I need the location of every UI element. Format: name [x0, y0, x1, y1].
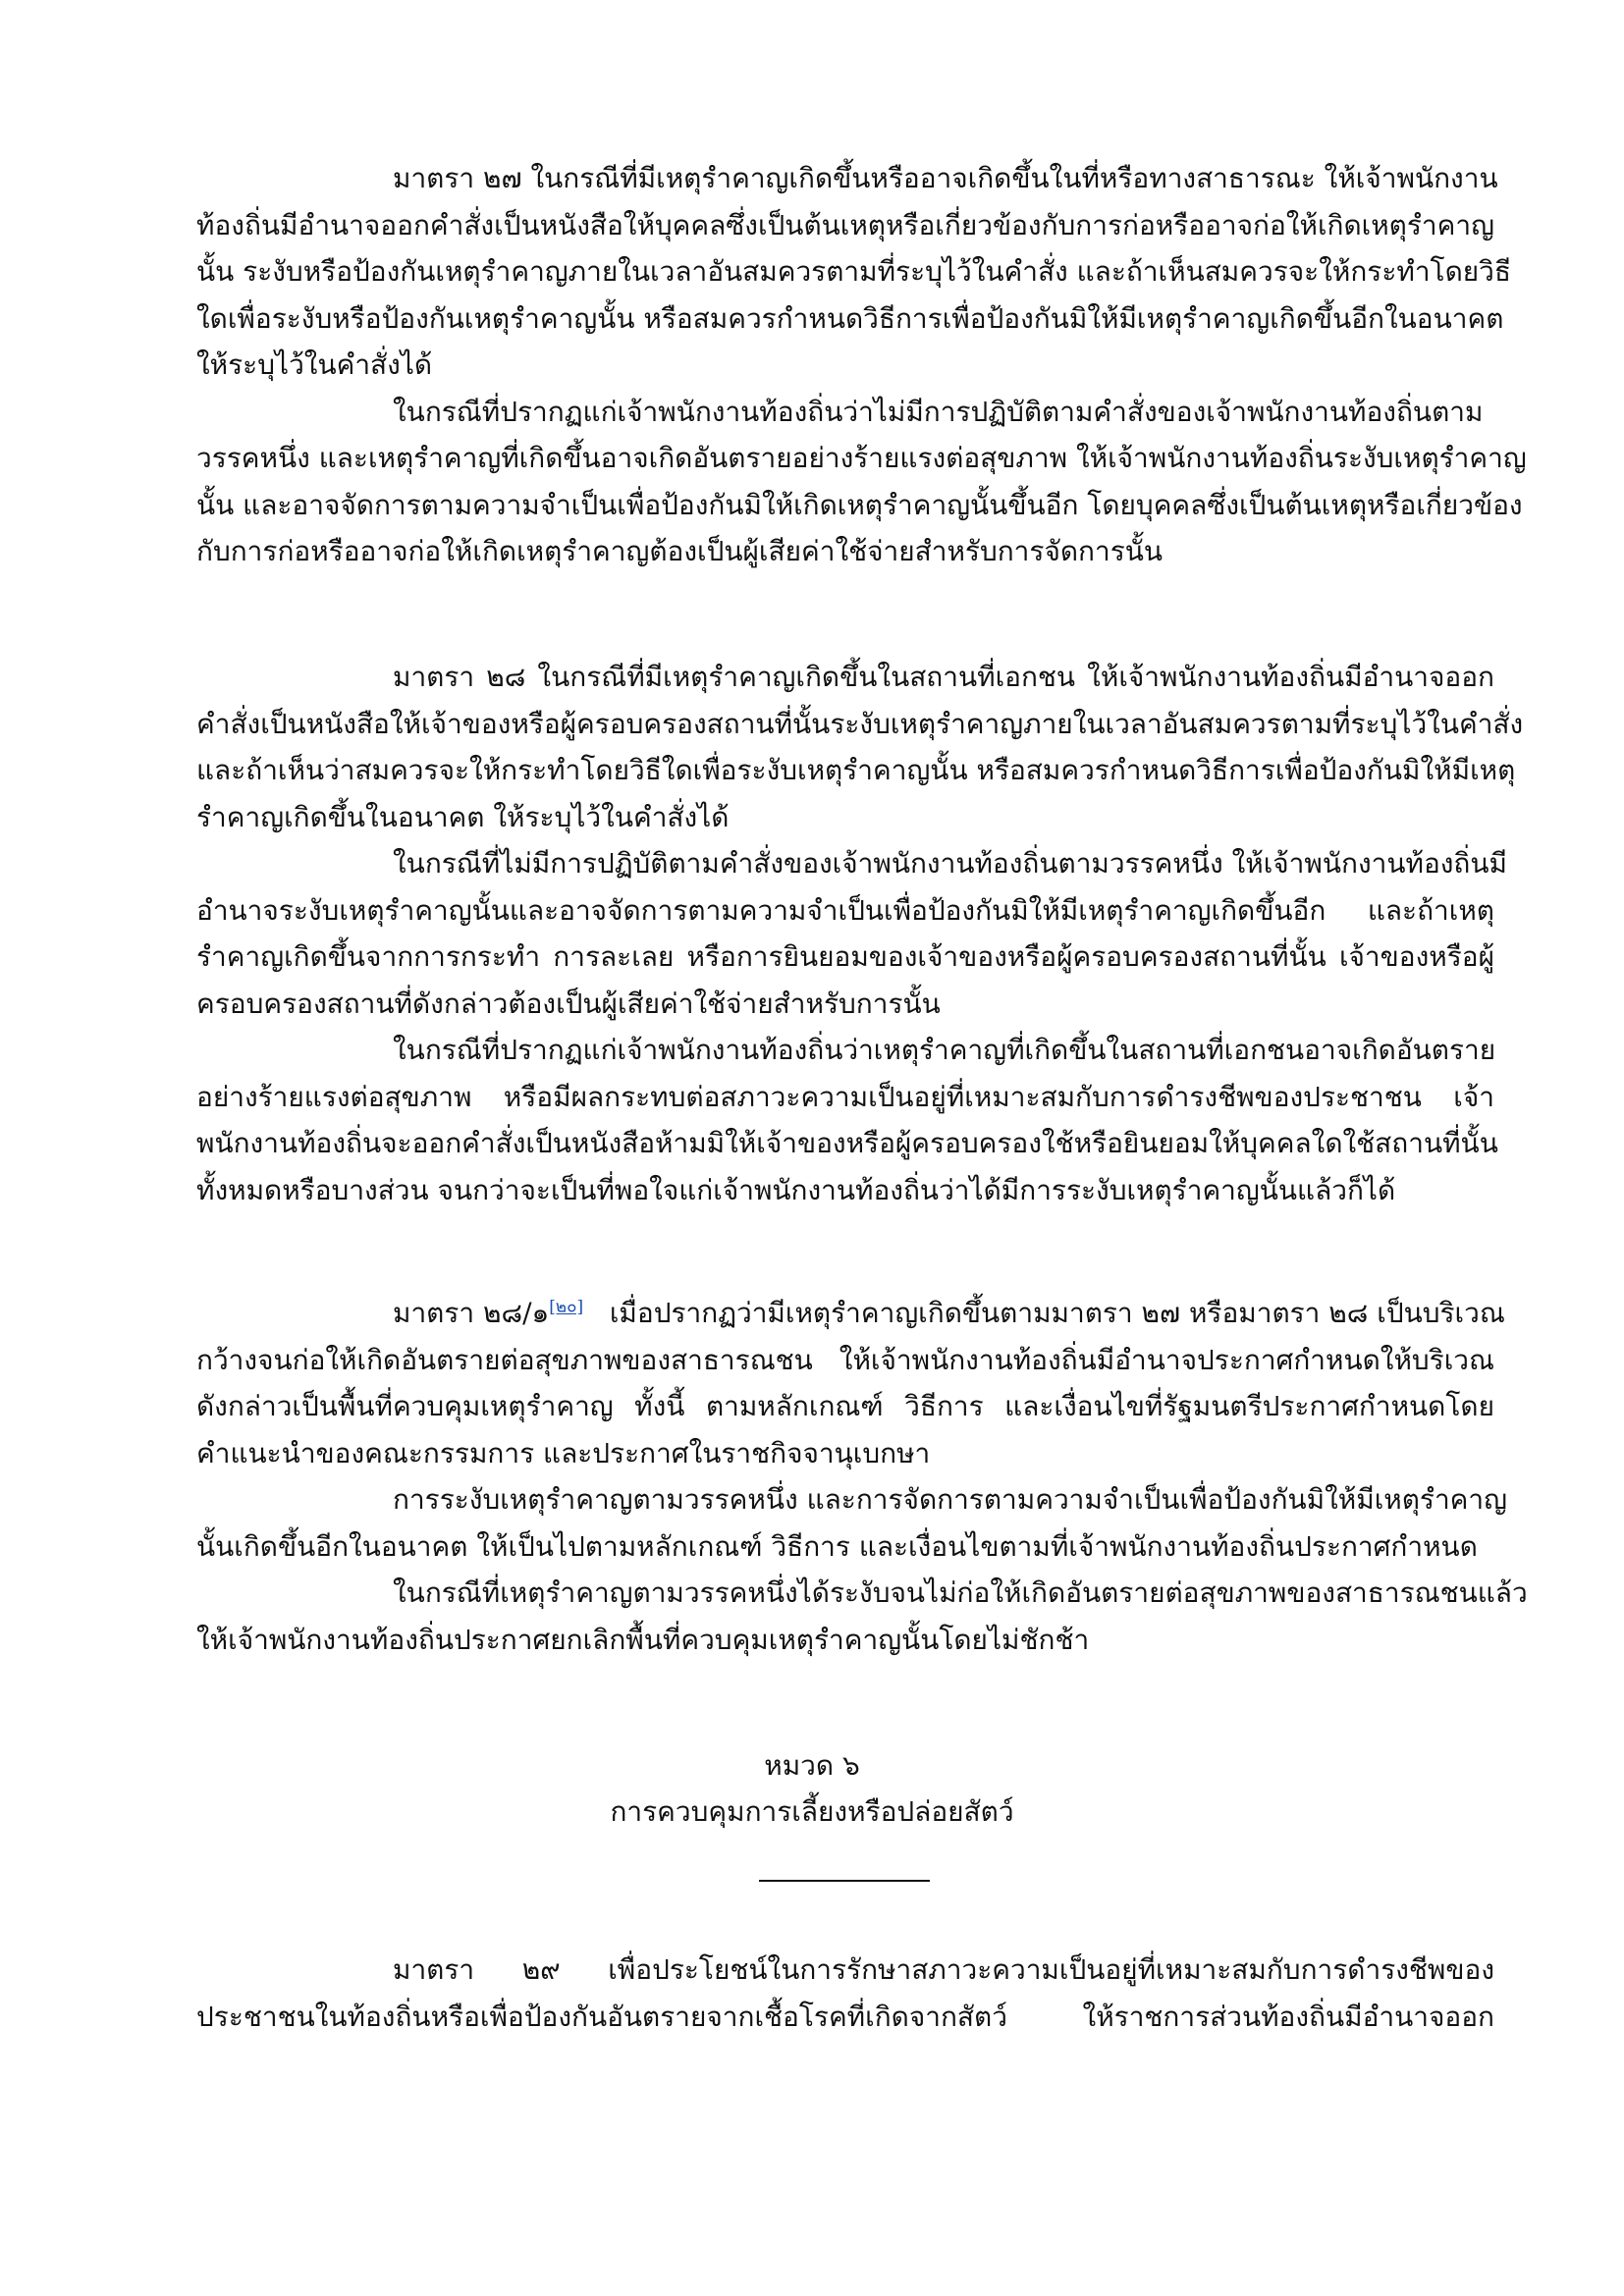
section-27-line: วรรคหนึ่ง และเหตุรำคาญที่เกิดขึ้นอาจเกิดอันตรายอย่างร้ายแรงต่อสุขภาพ ให้เจ้าพนักงานท้องถิ่นระงับเหตุรำคาญ	[196, 442, 1527, 474]
section-28-line: ครอบครองสถานที่ดังกล่าวต้องเป็นผู้เสียค่าใช้จ่ายสำหรับการนั้น	[196, 987, 941, 1020]
section-28-1-line: การระงับเหตุรำคาญตามวรรคหนึ่ง และการจัดการตามความจำเป็นเพื่อป้องกันมิให้มีเหตุรำคาญ	[393, 1483, 1507, 1516]
section-28-line: ทั้งหมดหรือบางส่วน จนกว่าจะเป็นที่พอใจแก่เจ้าพนักงานท้องถิ่นว่าได้มีการระงับเหตุรำคาญนั้นแล้วก็ได้	[196, 1173, 1396, 1206]
section-27-line: ให้ระบุไว้ในคำสั่งได้	[196, 348, 433, 381]
section-27	[196, 155, 1527, 575]
section-29-line: ประชาชนในท้องถิ่นหรือเพื่อป้องกันอันตรายจากเชื้อโรคที่เกิดจากสัตว์ ให้ราชการส่วนท้องถิ่นมีอำนาจออก	[196, 2000, 1494, 2033]
section-28-line: และถ้าเห็นว่าสมควรจะให้กระทำโดยวิธีใดเพื่อระงับเหตุรำคาญนั้น หรือสมควรกำหนดวิธีการเพื่อป้องกันมิให้มีเหตุ	[196, 754, 1516, 786]
section-28-1-line: กว้างจนก่อให้เกิดอันตรายต่อสุขภาพของสาธารณชน ให้เจ้าพนักงานท้องถิ่นมีอำนาจประกาศกำหนดให้บริเวณ	[196, 1343, 1494, 1376]
section-29	[196, 1947, 1494, 2040]
chapter-number: หมวด ๖	[764, 1749, 860, 1782]
section-27-line: ท้องถิ่นมีอำนาจออกคำสั่งเป็นหนังสือให้บุคคลซึ่งเป็นต้นเหตุหรือเกี่ยวข้องกับการก่อหรืออาจก่อให้เกิดเหตุรำคาญ	[196, 208, 1494, 241]
section-27-line: นั้น และอาจจัดการตามความจำเป็นเพื่อป้องกันมิให้เกิดเหตุรำคาญนั้นขึ้นอีก โดยบุคคลซึ่งเป็นต้นเหตุหรือเกี่ยวข้อง	[196, 488, 1523, 521]
section-28-line: อย่างร้ายแรงต่อสุขภาพ หรือมีผลกระทบต่อสภาวะความเป็นอยู่ที่เหมาะสมกับการดำรงชีพของประชาชน เจ้า	[196, 1080, 1494, 1113]
section-28-line: คำสั่งเป็นหนังสือให้เจ้าของหรือผู้ครอบครองสถานที่นั้นระงับเหตุรำคาญภายในเวลาอันสมควรตามที่ระบุไว้ในคำสั่ง	[196, 707, 1524, 740]
section-29-line: มาตรา ๒๙ เพื่อประโยชน์ในการรักษาสภาวะความเป็นอยู่ที่เหมาะสมกับการดำรงชีพของ	[393, 1953, 1494, 1986]
chapter-divider	[759, 1880, 930, 1882]
footnote-link[interactable]: [๒๐]	[549, 1297, 584, 1317]
section-27-line: ใดเพื่อระงับหรือป้องกันเหตุรำคาญนั้น หรือสมควรกำหนดวิธีการเพื่อป้องกันมิให้มีเหตุรำคาญเกิดขึ้นอีกในอนาคต	[196, 301, 1504, 335]
section-28-line: อำนาจระงับเหตุรำคาญนั้นและอาจจัดการตามความจำเป็นเพื่อป้องกันมิให้มีเหตุรำคาญเกิดขึ้นอีก และถ้าเหตุ	[196, 893, 1494, 927]
section-28-1-line: คำแนะนำของคณะกรรมการ และประกาศในราชกิจจานุเบกษา	[196, 1436, 931, 1469]
section-28-line: มาตรา ๒๘ ในกรณีที่มีเหตุรำคาญเกิดขึ้นในสถานที่เอกชน ให้เจ้าพนักงานท้องถิ่นมีอำนาจออก	[393, 661, 1494, 693]
section-27-line: นั้น ระงับหรือป้องกันเหตุรำคาญภายในเวลาอันสมควรตามที่ระบุไว้ในคำสั่ง และถ้าเห็นสมควรจะให้กระทำโดยวิธี	[196, 255, 1511, 288]
section-28-line: ในกรณีที่ปรากฏแก่เจ้าพนักงานท้องถิ่นว่าเหตุรำคาญที่เกิดขึ้นในสถานที่เอกชนอาจเกิดอันตราย	[393, 1034, 1496, 1066]
section-28-line: พนักงานท้องถิ่นจะออกคำสั่งเป็นหนังสือห้ามมิให้เจ้าของหรือผู้ครอบครองใช้หรือยินยอมให้บุคคลใดใช้สถานที่นั้น	[196, 1127, 1498, 1159]
section-27-line: กับการก่อหรืออาจก่อให้เกิดเหตุรำคาญต้องเป็นผู้เสียค่าใช้จ่ายสำหรับการจัดการนั้น	[196, 535, 1164, 567]
section-28-1-line: ดังกล่าวเป็นพื้นที่ควบคุมเหตุรำคาญ ทั้งนี้ ตามหลักเกณฑ์ วิธีการ และเงื่อนไขที่รัฐมนตรีประกาศกำหนดโดย	[196, 1390, 1494, 1422]
section-label: มาตรา ๒๘/๑	[393, 1297, 550, 1329]
chapter-title: การควบคุมการเลี้ยงหรือปล่อยสัตว์	[610, 1795, 1014, 1828]
section-27-line: มาตรา ๒๗ ในกรณีที่มีเหตุรำคาญเกิดขึ้นหรืออาจเกิดขึ้นในที่หรือทางสาธารณะ ให้เจ้าพนักงาน	[393, 162, 1498, 194]
section-28-1-first-line	[196, 1290, 1505, 1337]
section-28-1-line: นั้นเกิดขึ้นอีกในอนาคต ให้เป็นไปตามหลักเกณฑ์ วิธีการ และเงื่อนไขตามที่เจ้าพนักงานท้องถิ่นประกาศกำหนด	[196, 1529, 1478, 1563]
section-28-line: รำคาญเกิดขึ้นจากการกระทำ การละเลย หรือการยินยอมของเจ้าของหรือผู้ครอบครองสถานที่นั้น เจ้าของหรือผู้	[196, 940, 1494, 973]
section-text: เมื่อปรากฏว่ามีเหตุรำคาญเกิดขึ้นตามมาตรา ๒๗ หรือมาตรา ๒๘ เป็นบริเวณ	[609, 1297, 1505, 1329]
section-28-line: รำคาญเกิดขึ้นในอนาคต ให้ระบุไว้ในคำสั่งได้	[196, 800, 730, 833]
section-28-1-line: ในกรณีที่เหตุรำคาญตามวรรคหนึ่งได้ระงับจนไม่ก่อให้เกิดอันตรายต่อสุขภาพของสาธารณชนแล้ว	[393, 1576, 1528, 1609]
section-27-line: ในกรณีที่ปรากฏแก่เจ้าพนักงานท้องถิ่นว่าไม่มีการปฏิบัติตามคำสั่งของเจ้าพนักงานท้องถิ่นตาม	[393, 395, 1484, 428]
section-28-1	[196, 1290, 1528, 1663]
section-28-1-line: ให้เจ้าพนักงานท้องถิ่นประกาศยกเลิกพื้นที่ควบคุมเหตุรำคาญนั้นโดยไม่ชักช้า	[196, 1623, 1090, 1656]
section-28-line: ในกรณีที่ไม่มีการปฏิบัติตามคำสั่งของเจ้าพนักงานท้องถิ่นตามวรรคหนึ่ง ให้เจ้าพนักงานท้องถิ่นมี	[393, 847, 1507, 880]
section-28	[196, 654, 1524, 1213]
